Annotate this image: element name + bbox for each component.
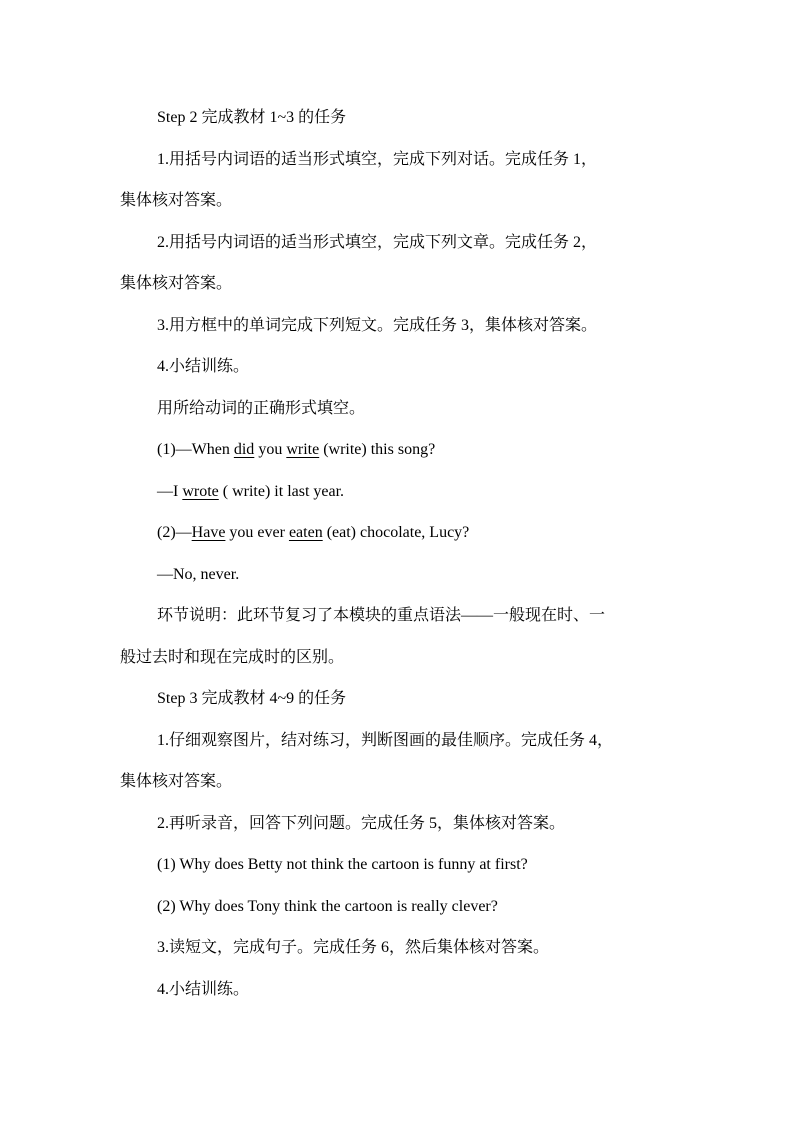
step3-item1-line1: 1.仔细观察图片，结对练习，判断图画的最佳顺序。完成任务 4， <box>157 732 614 749</box>
step2-item2-line1: 2.用括号内词语的适当形式填空，完成下列文章。完成任务 2， <box>157 234 598 251</box>
step3-item3: 3.读短文，完成句子。完成任务 6，然后集体核对答案。 <box>157 939 550 956</box>
q1-suffix: (write) this song? <box>319 441 436 458</box>
step2-item3: 3.用方框中的单词完成下列短文。完成任务 3，集体核对答案。 <box>157 317 598 334</box>
q1-answer-did: did <box>233 441 255 458</box>
section-note-line2: 般过去时和现在完成时的区别。 <box>120 649 345 666</box>
a1-suffix: ( write) it last year. <box>218 483 345 500</box>
step3-heading: Step 3 完成教材 4~9 的任务 <box>157 690 347 707</box>
step3-item4: 4.小结训练。 <box>157 981 250 998</box>
step2-item4: 4.小结训练。 <box>157 358 250 375</box>
exercise-instruction: 用所给动词的正确形式填空。 <box>157 400 366 417</box>
step3-question-1: (1) Why does Betty not think the cartoon is funny at first? <box>157 856 528 873</box>
exercise-answer-1 <box>157 481 344 503</box>
q1-mid: you <box>254 441 287 458</box>
q2-answer-have: Have <box>191 524 226 541</box>
q1-prefix: (1)—When <box>157 441 234 458</box>
q2-answer-eaten: eaten <box>288 524 323 541</box>
step3-item1-line2: 集体核对答案。 <box>120 773 233 790</box>
a1-prefix: —I <box>157 483 183 500</box>
section-note-line1: 环节说明：此环节复习了本模块的重点语法——一般现在时、一 <box>157 607 606 624</box>
exercise-question-1 <box>157 439 435 461</box>
q2-prefix: (2)— <box>157 524 192 541</box>
step2-item1-line2: 集体核对答案。 <box>120 192 233 209</box>
q1-answer-write: write <box>286 441 320 458</box>
step2-item2-line2: 集体核对答案。 <box>120 275 233 292</box>
step2-heading: Step 2 完成教材 1~3 的任务 <box>157 109 347 126</box>
step3-item2: 2.再听录音，回答下列问题。完成任务 5，集体核对答案。 <box>157 815 566 832</box>
q2-suffix: (eat) chocolate, Lucy? <box>322 524 470 541</box>
step3-question-2: (2) Why does Tony think the cartoon is really clever? <box>157 898 498 915</box>
a1-answer-wrote: wrote <box>182 483 219 500</box>
q2-mid: you ever <box>225 524 289 541</box>
step2-item1-line1: 1.用括号内词语的适当形式填空，完成下列对话。完成任务 1， <box>157 151 598 168</box>
exercise-question-2 <box>157 522 469 544</box>
exercise-answer-2: —No, never. <box>157 566 240 583</box>
